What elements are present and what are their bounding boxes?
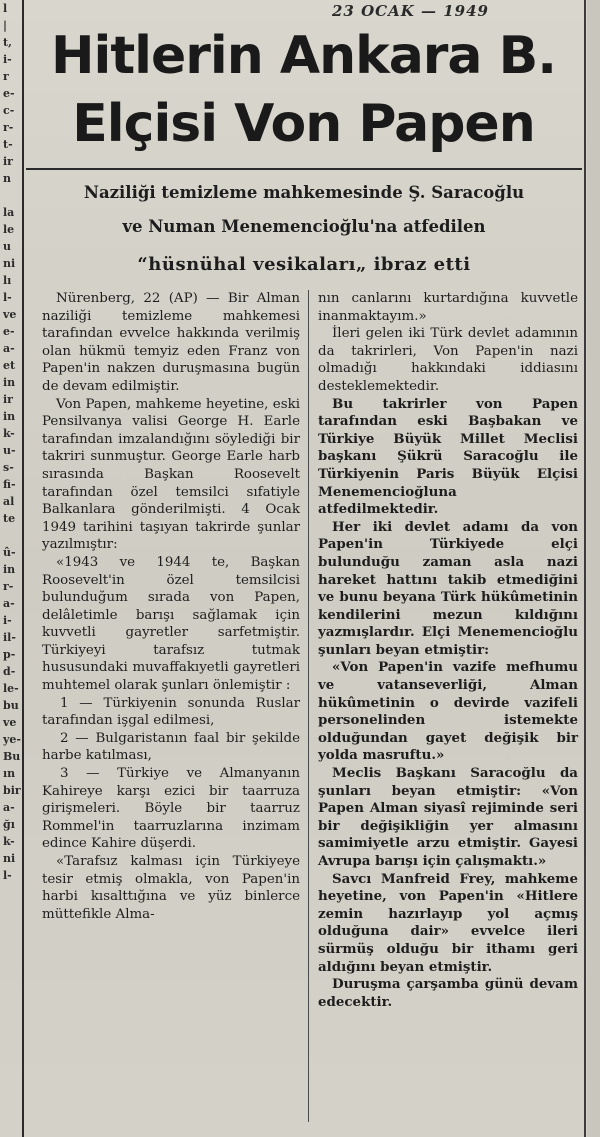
- paragraph: «Tarafsız kalması için Türkiyeye tesir etmiş olmakla, von Papen'in harbi kısalttığına ve yüz binlerce müttefikle Alma-: [42, 854, 300, 922]
- paragraph: Nürenberg, 22 (AP) — Bir Alman naziliği temizleme mahkemesi tarafından evvelce hakkında verilmiş olan hükmü temyiz eden Franz von Papen'in nakzen duruşmasına bugün de devam edilmiştir.: [42, 291, 300, 394]
- column-fragment: l-: [3, 291, 12, 304]
- column-fragment: |: [3, 19, 8, 32]
- column-fragment: i-: [3, 53, 12, 66]
- column-fragment: û-: [3, 546, 16, 559]
- column-fragment: r-: [3, 580, 14, 593]
- column-fragment: ir: [3, 393, 13, 406]
- right-margin: [587, 0, 600, 1137]
- column-fragment: k-: [3, 427, 15, 440]
- subheadline-line-1: Naziliği temizleme mahkemesinde Ş. Saracoğlu: [83, 183, 525, 202]
- headline-rule: [26, 168, 582, 170]
- column-fragment: a-: [3, 801, 15, 814]
- column-fragment: bir: [3, 784, 21, 797]
- column-fragment: l: [3, 2, 8, 15]
- column-fragment: u-: [3, 444, 16, 457]
- column-divider: [308, 290, 309, 1122]
- column-fragment: u: [3, 240, 11, 253]
- column-fragment: s-: [3, 461, 14, 474]
- column-fragment: le: [3, 223, 15, 236]
- column-fragment: c-: [3, 104, 15, 117]
- paragraph: Bu takrirler von Papen tarafından eski Başbakan ve Türkiye Büyük Millet Meclisi başkanı Şükrü Saracoğlu ile Türkiyenin Paris Büyük Elçisi Menemencioğluna atfedilmektedir.: [318, 395, 578, 518]
- column-fragment: a-: [3, 597, 15, 610]
- column-fragment: p-: [3, 648, 16, 661]
- column-fragment: lı: [3, 274, 12, 287]
- column-fragment: la: [3, 206, 15, 219]
- column-fragment: ni: [3, 852, 16, 865]
- column-fragment: ye-: [3, 733, 21, 746]
- column-fragment: i-: [3, 614, 12, 627]
- right-column-rule: [584, 0, 586, 1137]
- column-fragment: ın: [3, 767, 16, 780]
- column-fragment: e-: [3, 325, 15, 338]
- paragraph: İleri gelen iki Türk devlet adamının da takrirleri, Von Papen'in nazi olmadığı hakkındaki iddiasını desteklemektedir.: [318, 326, 578, 394]
- column-fragment: et: [3, 359, 16, 372]
- column-fragment: in: [3, 376, 16, 389]
- column-fragment: ir: [3, 155, 13, 168]
- list-item: 2 — Bulgaristanın faal bir şekilde harbe katılması,: [42, 730, 300, 764]
- article-column-2: [318, 290, 578, 1011]
- issue-date: 23 OCAK — 1949: [332, 2, 489, 20]
- headline-line-2: Elçisi Von Papen: [72, 94, 535, 154]
- column-fragment: Bu: [3, 750, 21, 763]
- column-fragment: bu: [3, 699, 19, 712]
- paragraph: Savcı Manfreid Frey, mahkeme heyetine, von Papen'in «Hitlere zemin hazırlayıp yol açmış olduğuna dair» evvelce ileri sürmüş olduğu bir ithamı geri aldığını beyan etmiştir.: [318, 870, 578, 975]
- adjacent-column-fragments: [0, 0, 24, 1137]
- paragraph: Duruşma çarşamba günü devam edecektir.: [318, 976, 578, 1010]
- subheadline-line-3: “hüsnühal vesikaları„ ibraz etti: [137, 254, 471, 275]
- paragraph: nın canlarını kurtardığına kuvvetle inanmaktayım.»: [318, 291, 578, 324]
- column-fragment: d-: [3, 665, 16, 678]
- column-fragment: ve: [3, 308, 17, 321]
- paragraph: Von Papen, mahkeme heyetine, eski Pensilvanya valisi George H. Earle tarafından imzalandığını söylediği bir takriri sunmuştur. George Earle harb sırasında Başkan Roosevelt tarafından özel temsilci sıfatiyle Balkanlara gönderilmişti. 4 Ocak 1949 tarihini taşıyan takrirde şunlar yazılmıştır:: [42, 396, 300, 553]
- column-fragment: al: [3, 495, 15, 508]
- column-fragment: fi-: [3, 478, 16, 491]
- paragraph: «1943 ve 1944 te, Başkan Roosevelt'in özel temsilcisi bulunduğum sırada von Papen, delâletimle barışı sağlamak için kuvvetli gayretler sarfetmiştir. Türkiyeyi tarafsız tutmak hususundaki muvaffakıyetli gayretleri muhtemel olarak şunları önlemiştir :: [42, 554, 300, 694]
- headline-line-1: Hitlerin Ankara B.: [50, 26, 557, 86]
- subheadline-line-2: ve Numan Menemencioğlu'na atfedilen: [122, 217, 486, 236]
- paragraph: Meclis Başkanı Saracoğlu da şunları beyan etmiştir: «Von Papen Alman siyasî rejiminde seri bir değişikliğin yer almasını samimiyetle arzu etmiştir. Gayesi Avrupa barışı için çalışmaktı.»: [318, 765, 578, 869]
- column-fragment: r-: [3, 121, 14, 134]
- column-fragment: te: [3, 512, 16, 525]
- column-fragment: [0, 527, 22, 544]
- column-fragment: k-: [3, 835, 15, 848]
- column-fragment: le-: [3, 682, 19, 695]
- list-item: 3 — Türkiye ve Almanyanın Kahireye karşı ezici bir taarruza girişmeleri. Böyle bir taarruz Rommel'in taarruzlarına inzimam edince Kahire düşerdi.: [42, 766, 300, 852]
- column-fragment: e-: [3, 87, 15, 100]
- list-item: 1 — Türkiyenin sonunda Ruslar tarafından işgal edilmesi,: [42, 695, 300, 729]
- column-fragment: l-: [3, 869, 12, 882]
- column-fragment: ni: [3, 257, 16, 270]
- column-fragment: r: [3, 70, 9, 83]
- column-fragment: in: [3, 410, 16, 423]
- article-column-1: [42, 290, 300, 923]
- column-fragment: n: [3, 172, 11, 185]
- column-fragment: a-: [3, 342, 15, 355]
- paragraph: Her iki devlet adamı da von Papen'in Türkiyede elçi bulunduğu zaman asla nazi hareket hattını takib etmediğini ve bunu beyana Türk hükûmetinin kendilerini mezun kıldığını yazmışlardır. Elçi Menemencioğlu şunları beyan etmiştir:: [318, 518, 578, 658]
- column-fragment: il-: [3, 631, 16, 644]
- column-fragment: ğı: [3, 818, 15, 831]
- column-fragment: t-: [3, 138, 13, 151]
- paragraph: «Von Papen'in vazife mefhumu ve vatanseverliği, Alman hükûmetinin o devirde vazifeli personelinden istemekte olduğundan gayet değişik bir yolda masruftu.»: [318, 659, 578, 764]
- column-fragment: in: [3, 563, 16, 576]
- column-fragment: t,: [3, 36, 12, 49]
- column-fragment: ve: [3, 716, 17, 729]
- column-fragment: [0, 187, 22, 204]
